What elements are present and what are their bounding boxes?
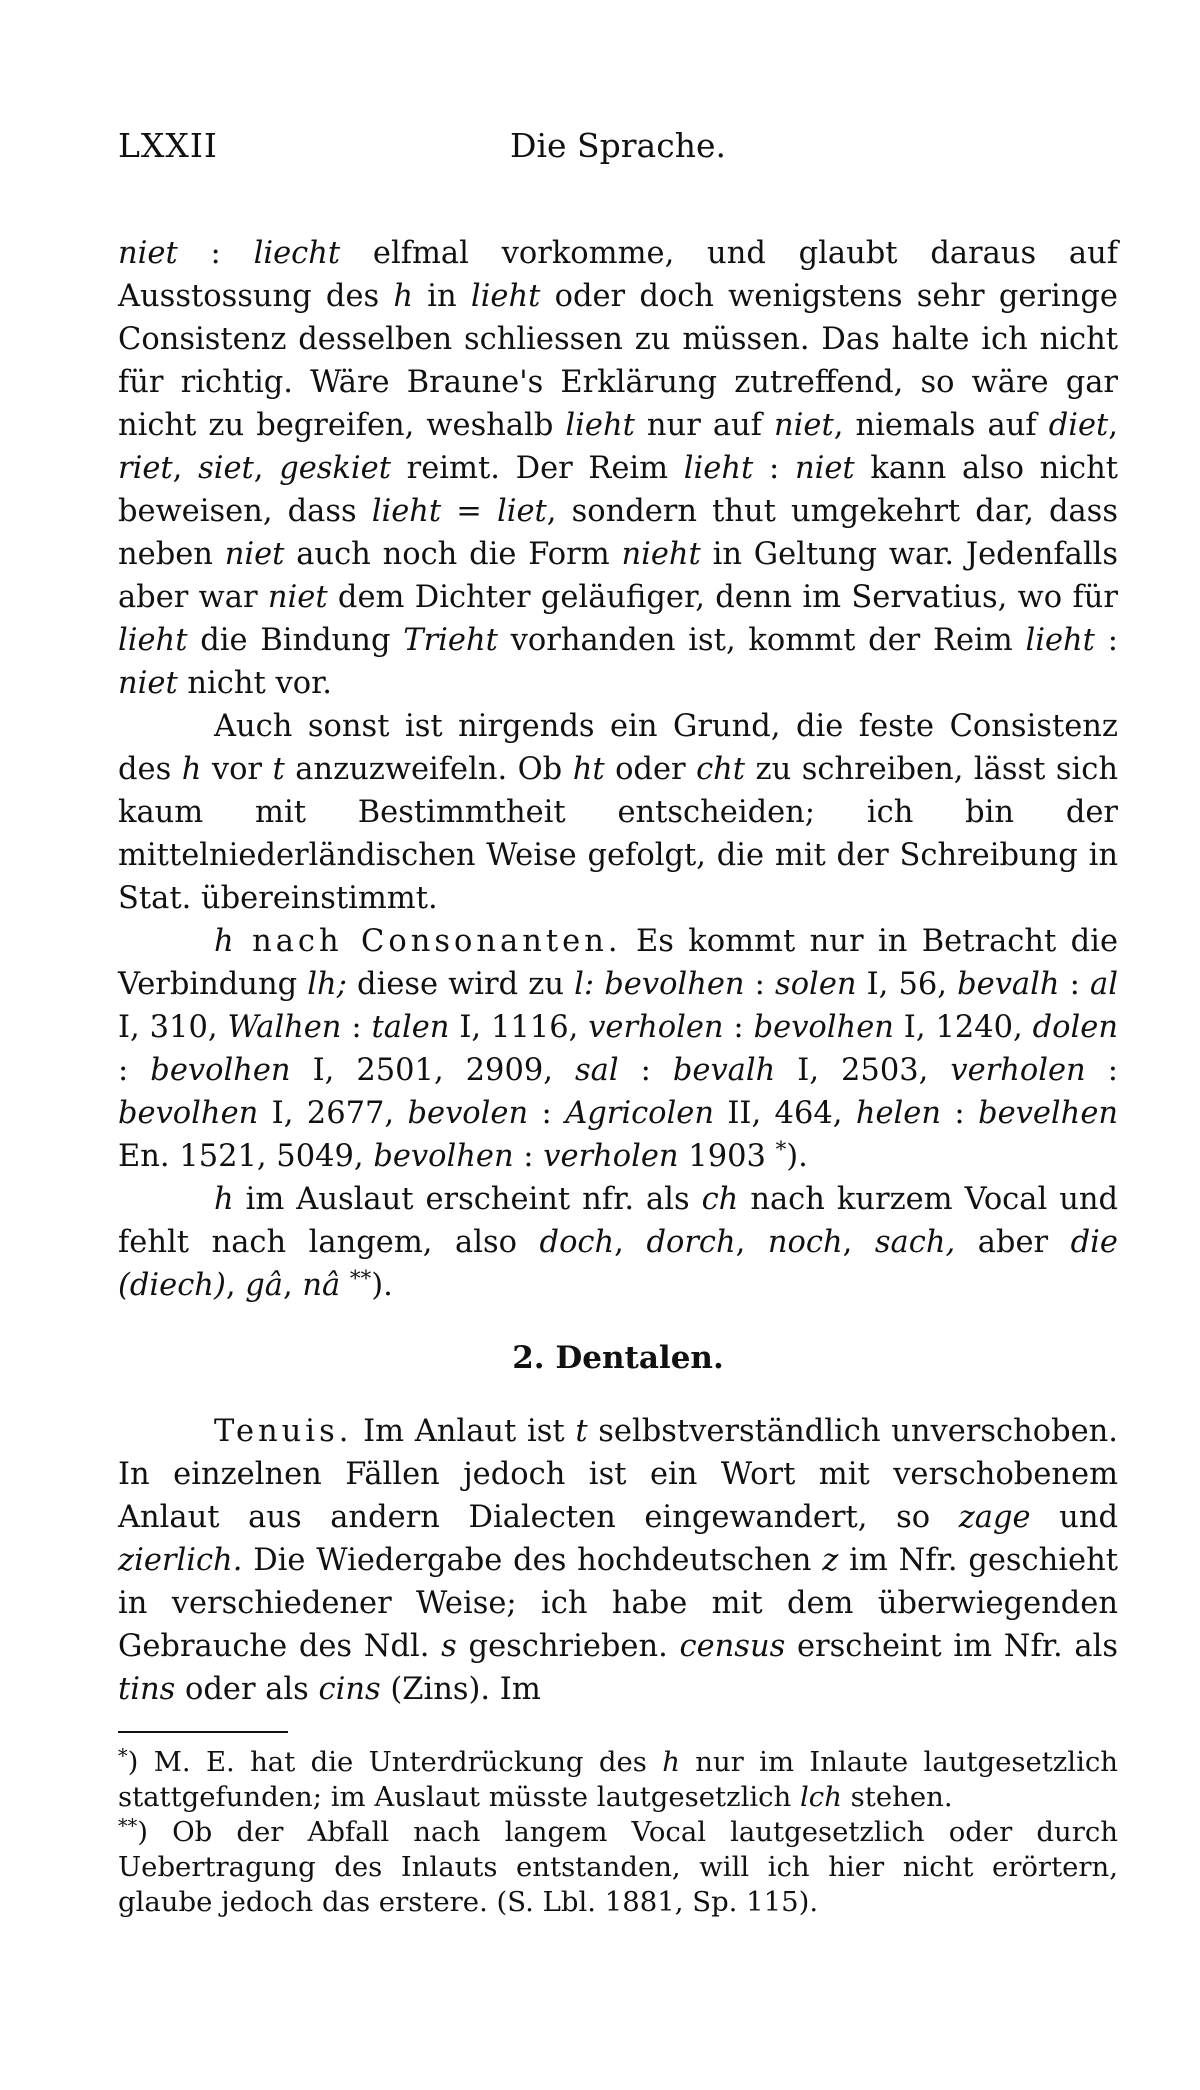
italic-text: Trieht xyxy=(403,623,498,658)
italic-text: zage xyxy=(958,1500,1031,1535)
text-run: : xyxy=(1059,967,1091,1002)
italic-text: t xyxy=(575,1414,588,1449)
text-run: Die Wiedergabe des hochdeutschen xyxy=(242,1543,823,1578)
text-run: I, 1240, xyxy=(893,1010,1033,1045)
text-run: , xyxy=(225,1268,246,1303)
text-run: : xyxy=(528,1096,566,1131)
text-run: oder als xyxy=(175,1672,319,1707)
italic-text: lch xyxy=(800,1781,842,1813)
paragraph xyxy=(118,232,1118,705)
text-run: , xyxy=(735,1225,768,1260)
text-run: auch noch die Form xyxy=(284,537,622,572)
italic-text: die (diech) xyxy=(118,1225,1118,1303)
footnote xyxy=(118,1745,1118,1815)
running-title: Die Sprache. xyxy=(510,126,726,165)
italic-text: gâ xyxy=(245,1268,283,1303)
paragraph xyxy=(118,1410,1118,1711)
text-run: vorhanden ist, kommt der Reim xyxy=(497,623,1026,658)
text-run: , xyxy=(842,1225,875,1260)
text-run: : xyxy=(118,1053,151,1088)
paragraph xyxy=(118,920,1118,1178)
italic-text: sal xyxy=(574,1053,619,1088)
text-run: nur auf xyxy=(634,408,775,443)
italic-text: Walhen xyxy=(227,1010,342,1045)
italic-text: talen xyxy=(371,1010,450,1045)
spaced-text: Tenuis. xyxy=(214,1414,353,1449)
italic-text: lh; xyxy=(307,967,347,1002)
italic-text: lieht xyxy=(118,623,188,658)
italic-text: bevolen xyxy=(407,1096,529,1131)
italic-text: helen xyxy=(855,1096,941,1131)
text-run: I, 2503, xyxy=(775,1053,951,1088)
running-head xyxy=(118,126,1118,180)
text-run: nach kurzem Vocal und fehlt nach langem, also xyxy=(118,1182,1119,1260)
italic-text: h xyxy=(393,279,414,314)
italic-text: bevolhen xyxy=(373,1139,514,1174)
text-run: : xyxy=(753,451,795,486)
italic-text: lieht xyxy=(565,408,635,443)
text-run: selbstverständlich unverschoben. In einzelnen Fällen jedoch ist ein Wort mit verschobenem Anlaut aus andern Dialecten eingewandert, so xyxy=(118,1414,1118,1535)
italic-text: h xyxy=(181,752,202,787)
italic-text: bevolhen xyxy=(118,1096,259,1131)
text-run: I, 1116, xyxy=(449,1010,589,1045)
spaced-text: nach Consonanten. xyxy=(233,924,622,959)
text-run: zu schreiben, lässt sich kaum mit Bestimmtheit entscheiden; ich bin der mittelniederländischen Weise gefolgt, die mit der Schreibung in Stat. übereinstimmt. xyxy=(118,752,1118,916)
paragraph xyxy=(118,705,1118,920)
italic-text: l: xyxy=(574,967,595,1002)
italic-text: ch xyxy=(701,1182,739,1217)
italic-text: diet xyxy=(1048,408,1109,443)
text-run: in Geltung war. Jedenfalls aber war xyxy=(118,537,1118,615)
text-run: , xyxy=(614,1225,647,1260)
text-run: nicht vor. xyxy=(177,666,333,701)
footnote-marker: ** xyxy=(349,1266,372,1292)
italic-text: cins xyxy=(318,1672,381,1707)
italic-text: dorch xyxy=(646,1225,736,1260)
italic-text: nieht xyxy=(621,537,701,572)
text-run: diese wird zu xyxy=(346,967,575,1002)
italic-text: z xyxy=(822,1543,839,1578)
text-run: Auch sonst ist nirgends ein Grund, die feste Consistenz des xyxy=(118,709,1118,787)
footnotes xyxy=(118,1745,1118,1920)
page-number: LXXII xyxy=(118,126,218,165)
italic-text: s xyxy=(441,1629,457,1664)
italic-text: dolen xyxy=(1032,1010,1118,1045)
italic-text: riet xyxy=(118,451,173,486)
text-run: : xyxy=(941,1096,979,1131)
italic-text: lieht xyxy=(470,279,541,314)
main-text xyxy=(118,232,1118,1711)
italic-text: niet xyxy=(267,580,328,615)
italic-text: geskiet xyxy=(279,451,391,486)
italic-text: niet xyxy=(118,236,178,271)
italic-text: niet xyxy=(794,451,855,486)
text-run: I, 2501, 2909, xyxy=(290,1053,575,1088)
text-run: = xyxy=(441,494,497,529)
italic-text: noch xyxy=(767,1225,843,1260)
footnote-marker: * xyxy=(118,1744,128,1768)
text-run: , niemals auf xyxy=(833,408,1049,443)
italic-text: solen xyxy=(775,967,857,1002)
text-run: , sondern thut umgekehrt dar, dass neben xyxy=(118,494,1118,572)
text-run: 1903 xyxy=(678,1139,776,1174)
text-run: : xyxy=(1085,1053,1118,1088)
italic-text: niet xyxy=(118,666,178,701)
text-run: aber xyxy=(955,1225,1071,1260)
text-run: II, 464, xyxy=(713,1096,856,1131)
text-run: oder xyxy=(604,752,697,787)
text-run: Es kommt nur in Betracht die Verbindung xyxy=(118,924,1118,1002)
text-run: in xyxy=(413,279,471,314)
italic-text: census xyxy=(679,1629,786,1664)
paragraph xyxy=(118,1178,1118,1307)
text-run: geschrieben. xyxy=(456,1629,680,1664)
text-run: : xyxy=(1094,623,1118,658)
text-run: (Zins). Im xyxy=(380,1672,541,1707)
italic-text: zierlich. xyxy=(118,1543,243,1578)
italic-text: verholen xyxy=(950,1053,1086,1088)
italic-text: bevolhen xyxy=(604,967,745,1002)
text-run: stehen. xyxy=(841,1781,953,1813)
text-run: : xyxy=(723,1010,754,1045)
footnote-marker: * xyxy=(775,1137,787,1163)
italic-text: bevalh xyxy=(957,967,1060,1002)
text-run: dem Dichter geläufiger, denn im Servatius, wo für xyxy=(327,580,1118,615)
text-run: : xyxy=(744,967,776,1002)
italic-text: al xyxy=(1090,967,1118,1002)
text-run: : xyxy=(618,1053,673,1088)
footnote-rule xyxy=(118,1731,288,1733)
italic-text: lieht xyxy=(371,494,442,529)
text-run: ). xyxy=(786,1139,808,1174)
italic-text: bevolhen xyxy=(150,1053,291,1088)
italic-text: cht xyxy=(696,752,746,787)
text-run: im Nfr. geschieht in verschiedener Weise; ich habe mit dem überwiegenden Gebrauche des Ndl. xyxy=(118,1543,1118,1664)
italic-text: bevalh xyxy=(672,1053,776,1088)
text-run: , xyxy=(253,451,280,486)
text-run: : xyxy=(513,1139,544,1174)
italic-text: verholen xyxy=(543,1139,679,1174)
italic-text: sach, xyxy=(874,1225,956,1260)
text-run: die Bindung xyxy=(187,623,404,658)
footnote xyxy=(118,1815,1118,1920)
text-run: anzuzweifeln. Ob xyxy=(284,752,573,787)
italic-text: tins xyxy=(118,1672,176,1707)
text-run: reimt. Der Reim xyxy=(390,451,684,486)
text-run: elfmal vorkomme, und glaubt daraus auf Ausstossung des xyxy=(118,236,1118,314)
text-run: , xyxy=(1108,408,1118,443)
text-run: ) M. E. hat die Unterdrückung des xyxy=(127,1746,663,1778)
text-run: ). xyxy=(371,1268,393,1303)
text-run xyxy=(340,1268,350,1303)
italic-text: liet xyxy=(496,494,547,529)
text-run: I, 310, xyxy=(118,1010,228,1045)
italic-text: lieht xyxy=(683,451,754,486)
italic-text: h xyxy=(214,924,234,959)
text-run: : xyxy=(177,236,254,271)
text-run: I, 2677, xyxy=(258,1096,408,1131)
text-run: nur im Inlaute lautgesetzlich stattgefunden; im Auslaut müsste lautgesetzlich xyxy=(118,1746,1118,1813)
italic-text: h xyxy=(662,1746,680,1778)
italic-text: liecht xyxy=(253,236,341,271)
text-run: ) Ob der Abfall nach langem Vocal lautgesetzlich oder durch Uebertragung des Inlauts entstanden, will ich hier nicht erörtern, glaube jedoch das erstere. (S. Lbl. 1881, Sp. 115). xyxy=(118,1816,1118,1918)
text-run: erscheint im Nfr. als xyxy=(785,1629,1118,1664)
text-run: Im Anlaut ist xyxy=(352,1414,576,1449)
italic-text: niet xyxy=(774,408,834,443)
text-run: , xyxy=(282,1268,303,1303)
italic-text: t xyxy=(272,752,285,787)
text-run: vor xyxy=(201,752,273,787)
italic-text: Agricolen xyxy=(565,1096,714,1131)
text-run: , xyxy=(172,451,199,486)
text-run: kann also nicht beweisen, dass xyxy=(118,451,1119,529)
text-run: I, 56, xyxy=(856,967,958,1002)
text-run xyxy=(594,967,604,1002)
italic-text: h xyxy=(214,1182,234,1217)
italic-text: ht xyxy=(572,752,605,787)
text-run: im Auslaut erscheint nfr. als xyxy=(233,1182,702,1217)
italic-text: doch xyxy=(539,1225,615,1260)
italic-text: lieht xyxy=(1025,623,1095,658)
italic-text: niet xyxy=(224,537,285,572)
text-run: und xyxy=(1030,1500,1118,1535)
italic-text: nâ xyxy=(302,1268,341,1303)
italic-text: bevolhen xyxy=(753,1010,894,1045)
text-run: oder doch wenigstens sehr geringe Consistenz desselben schliessen zu müssen. Das halte ich nicht für richtig. Wäre Braune's Erklärung zutreffend, so wäre gar nicht zu begreifen, weshalb xyxy=(118,279,1118,443)
text-run: : xyxy=(341,1010,372,1045)
footnote-marker: ** xyxy=(118,1814,138,1838)
italic-text: verholen xyxy=(588,1010,724,1045)
section-heading: 2. Dentalen. xyxy=(512,1340,724,1376)
text-run: En. 1521, 5049, xyxy=(118,1139,374,1174)
italic-text: siet xyxy=(198,451,254,486)
italic-text: bevelhen xyxy=(978,1096,1119,1131)
